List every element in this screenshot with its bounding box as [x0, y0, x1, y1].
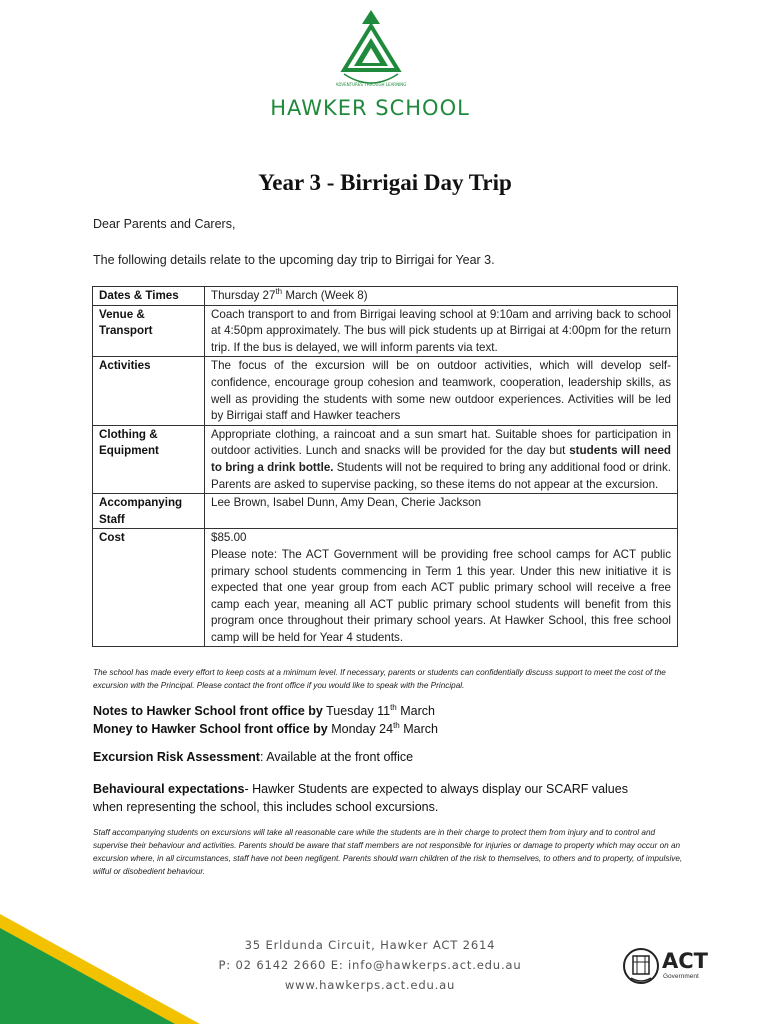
- table-row: [93, 357, 678, 425]
- table-row: [93, 494, 678, 529]
- svg-text:ADVENTURES THROUGH LEARNING: ADVENTURES THROUGH LEARNING: [336, 82, 406, 87]
- hawker-triangle-emblem-icon: [336, 8, 406, 92]
- clothing-label: Clothing & Equipment: [93, 425, 205, 493]
- risk-assessment-line: Excursion Risk Assessment: Available at the front office: [93, 750, 414, 764]
- behaviour-expectations: Behavioural expectations- Hawker Students are expected to always display our SCARF values when representing the school, this includes school excursions.: [93, 782, 628, 814]
- corner-decoration-icon: [0, 900, 200, 1024]
- activities-value: The focus of the excursion will be on outdoor activities, which will develop self-confidence, encourage group cohesion and teamwork, cooperation, leadership skills, as well as providing the students with some new outdoor experiences. Activities will be led by Birrigai staff and Hawker teachers: [205, 357, 678, 425]
- school-name: HAWKER SCHOOL: [270, 96, 470, 120]
- act-logo-subtext: Government: [663, 973, 699, 980]
- money-due-line: Money to Hawker School front office by Monday 24th March: [93, 720, 438, 736]
- table-row: [93, 287, 678, 306]
- cost-label: Cost: [93, 529, 205, 647]
- staff-label: Accompanying Staff: [93, 494, 205, 529]
- footer-contact: [200, 935, 540, 995]
- activities-label: Activities: [93, 357, 205, 425]
- venue-label: Venue & Transport: [93, 305, 205, 357]
- trip-details-table: [92, 286, 678, 647]
- table-row: [93, 529, 678, 647]
- cost-support-note: The school has made every effort to keep costs at a minimum level. If necessary, parents or students can confidentially discuss support to meet the cost of the excursion with the Principal. Please contact the front office if you would like to speak with the Principal.: [93, 668, 666, 690]
- venue-value: Coach transport to and from Birrigai leaving school at 9:10am and arriving back to school at 4:50pm approximately. The bus will pick students up at Birrigai at 4:00pm for the return trip. If the bus is delayed, we will inform parents via text.: [205, 305, 678, 357]
- notes-due-line: Notes to Hawker School front office by Tuesday 11th March: [93, 702, 435, 718]
- intro-paragraph: The following details relate to the upcoming day trip to Birrigai for Year 3.: [93, 253, 495, 267]
- staff-liability-note: Staff accompanying students on excursions will take all reasonable care while the students are in their charge to protect them from injury and to control and supervise their behaviour and activities. Parents should be aware that staff members are not responsible for injuries or damage to property which may occur on an excursion where, in all circumstances, staff have not been negligent. Parents should warn children of the risk to themselves, to others and to property, of impulsive, wilful or disobedient behaviour.: [93, 828, 683, 876]
- dates-label: Dates & Times: [93, 287, 205, 306]
- table-row: [93, 305, 678, 357]
- act-government-logo: [622, 942, 708, 994]
- document-title: Year 3 - Birrigai Day Trip: [258, 170, 512, 195]
- footer-website: www.hawkerps.act.edu.au: [284, 978, 456, 992]
- school-logo: [270, 8, 470, 120]
- act-logo-text: ACT: [662, 949, 708, 973]
- footer-address: 35 Erldunda Circuit, Hawker ACT 2614: [244, 938, 496, 952]
- staff-value: Lee Brown, Isabel Dunn, Amy Dean, Cherie Jackson: [205, 494, 678, 529]
- act-crest-icon: [622, 942, 660, 990]
- due-dates: [93, 702, 438, 738]
- footer-phone-email: P: 02 6142 2660 E: info@hawkerps.act.edu.au: [218, 958, 522, 972]
- cost-value: $85.00 Please note: The ACT Government will be providing free school camps for ACT public primary school students commencing in Term 1 this year. Under this new initiative it is expected that one year group from each ACT public primary school will receive a free camp each year, meaning all ACT public primary school students will benefit from this program once throughout their primary school years. At Hawker School, this free school camp will be held for Year 4 students.: [205, 529, 678, 647]
- table-row: [93, 425, 678, 493]
- clothing-value: Appropriate clothing, a raincoat and a sun smart hat. Suitable shoes for participation in outdoor activities. Lunch and snacks will be provided for the day but students will need to bring a drink bottle. Students will not be required to bring any additional food or drink. Parents are asked to supervise packing, so these items do not appear at the excursion.: [205, 425, 678, 493]
- dates-value: Thursday 27th March (Week 8): [205, 287, 678, 306]
- greeting: Dear Parents and Carers,: [93, 217, 236, 231]
